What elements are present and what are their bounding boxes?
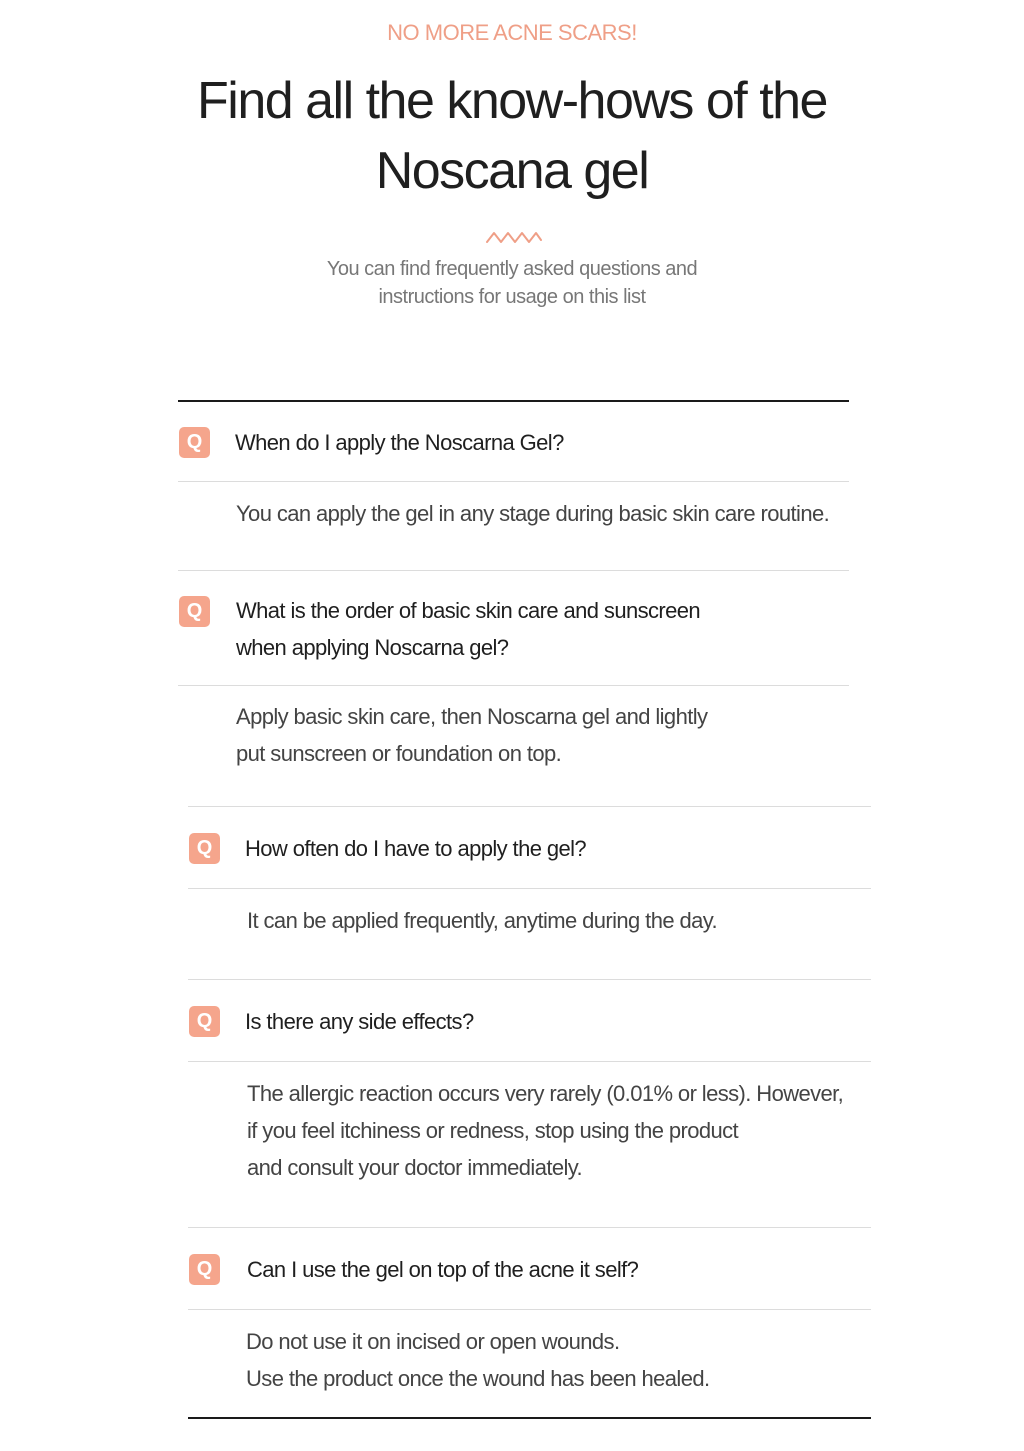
answer-line: You can apply the gel in any stage during basic skin care routine. [236,501,830,526]
divider [188,979,871,980]
faq-answer [236,495,829,532]
subtitle-line-1: You can find frequently asked questions and [326,258,698,280]
faq-question[interactable] [235,424,564,461]
faq-question[interactable] [236,592,700,666]
divider [188,888,871,889]
faq-question[interactable] [247,1251,638,1288]
page-title-line-1: Find all the know-hows of the [197,72,827,130]
answer-line: put sunscreen or foundation on top. [236,741,562,766]
answer-line: Use the product once the wound has been healed. [246,1366,710,1391]
faq-answer [236,698,707,772]
kicker-text: NO MORE ACNE SCARS! [387,20,637,45]
question-line: How often do I have to apply the gel? [245,836,587,861]
faq-question[interactable] [245,830,586,867]
faq-answer [247,1075,843,1186]
answer-line: if you feel itchiness or redness, stop using the product [247,1118,739,1143]
answer-line: Apply basic skin care, then Noscarna gel and lightly [236,704,708,729]
divider [188,1061,871,1062]
divider [178,570,849,571]
subtitle [0,255,1024,311]
question-badge: Q [189,1254,220,1285]
faq-bottom-rule [188,1417,871,1419]
faq-answer [247,902,717,939]
divider [188,806,871,807]
answer-line: The allergic reaction occurs very rarely (0.01% or less). However, [247,1081,844,1106]
question-line: What is the order of basic skin care and sunscreen [236,598,701,623]
question-line: When do I apply the Noscarna Gel? [235,430,564,455]
question-line: Is there any side effects? [245,1009,474,1034]
page-title [0,66,1024,206]
divider [188,1227,871,1228]
answer-line: Do not use it on incised or open wounds. [246,1329,620,1354]
subtitle-line-2: instructions for usage on this list [378,286,646,308]
wave-icon [485,228,543,246]
question-badge: Q [179,427,210,458]
question-badge: Q [189,1006,220,1037]
page-title-line-2: Noscana gel [375,142,649,200]
faq-answer [246,1323,710,1397]
answer-line: and consult your doctor immediately. [247,1155,583,1180]
answer-line: It can be applied frequently, anytime during the day. [247,908,718,933]
question-badge: Q [189,833,220,864]
divider [178,481,849,482]
faq-question[interactable] [245,1003,474,1040]
question-line: when applying Noscarna gel? [236,635,509,660]
faq-top-rule [178,400,849,402]
divider [188,1309,871,1310]
question-badge: Q [179,596,210,627]
divider [178,685,849,686]
question-line: Can I use the gel on top of the acne it self? [247,1257,639,1282]
